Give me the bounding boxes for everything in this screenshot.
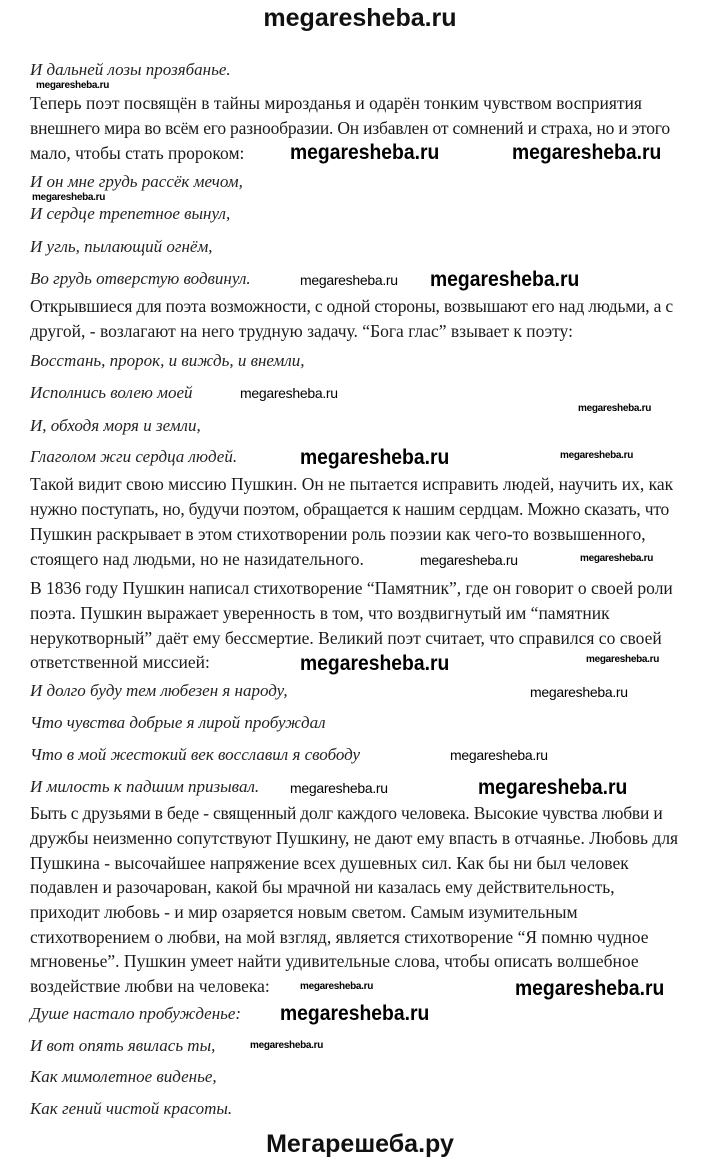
watermark: megaresheba.ru	[300, 446, 450, 469]
watermark: megaresheba.ru	[515, 977, 665, 1000]
verse-line: Глаголом жги сердца людей.	[30, 447, 238, 466]
watermark: megaresheba.ru	[450, 747, 548, 763]
text-line: другой, - возлагают на него трудную задачу. “Бога глас” взывает к поэту:	[30, 321, 573, 341]
watermark: megaresheba.ru	[560, 450, 634, 461]
text-line: Пушкина - высочайшее напряжение всех душевных сил. Как бы ни был человек	[30, 853, 629, 873]
text-line: мгновенье”. Пушкин умеет найти удивительные слова, чтобы описать волшебное	[30, 951, 639, 971]
watermark: megaresheba.ru	[280, 1002, 430, 1025]
verse-line: Как мимолетное виденье,	[30, 1067, 217, 1086]
text-line: В 1836 году Пушкин написал стихотворение “Памятник”, где он говорит о своей роли	[30, 578, 673, 598]
watermark: megaresheba.ru	[250, 1040, 324, 1051]
watermark: megaresheba.ru	[290, 141, 440, 164]
text-line: Открывшиеся для поэта возможности, с одной стороны, возвышают его над людьми, а с	[30, 296, 673, 316]
verse-line: Исполнись волею моей	[30, 383, 193, 402]
watermark: megaresheba.ru	[32, 192, 106, 203]
site-footer: Мегарешеба.ру	[266, 1130, 454, 1158]
watermark: megaresheba.ru	[36, 80, 110, 91]
text-line: внешнего мира во всём его разнообразии. Он избавлен от сомнений и страха, но и этого	[30, 118, 670, 138]
watermark: megaresheba.ru	[300, 272, 398, 288]
watermark: megaresheba.ru	[430, 268, 580, 291]
verse-line: И долго буду тем любезен я народу,	[30, 681, 288, 700]
site-header: megaresheba.ru	[263, 4, 457, 32]
verse-line: И милость к падшим призывал.	[30, 777, 260, 796]
text-line: воздействие любви на человека:	[30, 976, 270, 996]
text-line: стихотворением о любви, на мой взгляд, является стихотворение “Я помню чудное	[30, 927, 649, 947]
watermark: megaresheba.ru	[300, 652, 450, 675]
verse-line: Во грудь отверстую водвинул.	[30, 269, 251, 288]
watermark: megaresheba.ru	[240, 385, 338, 401]
watermark: megaresheba.ru	[478, 776, 628, 799]
verse-line: Как гений чистой красоты.	[30, 1099, 233, 1118]
text-line: ответственной миссией:	[30, 652, 210, 672]
text-line: подавлен и разочарован, какой бы мрачной ни казалась ему действительность,	[30, 877, 615, 897]
verse-line: И угль, пылающий огнём,	[30, 237, 213, 256]
verse-line: И дальней лозы прозябанье.	[30, 60, 231, 79]
watermark: megaresheba.ru	[578, 403, 652, 414]
verse-line: Душе настало пробужденье:	[30, 1004, 242, 1023]
text-line: нужно поступать, но, будучи поэтом, обращается к нашим сердцам. Можно сказать, что	[30, 499, 670, 519]
watermark: megaresheba.ru	[290, 780, 388, 796]
text-line: дружбы неизменно сопутствуют Пушкину, не дают ему впасть в отчаянье. Любовь для	[30, 828, 679, 848]
watermark: megaresheba.ru	[420, 552, 518, 568]
verse-line: И вот опять явилась ты,	[30, 1036, 216, 1055]
text-line: Теперь поэт посвящён в тайны мирозданья и одарён тонким чувством восприятия	[30, 93, 642, 113]
text-line: Быть с друзьями в беде - священный долг каждого человека. Высокие чувства любви и	[30, 803, 663, 823]
verse-line: И он мне грудь рассёк мечом,	[30, 172, 243, 191]
text-line: Такой видит свою миссию Пушкин. Он не пытается исправить людей, научить их, как	[30, 474, 674, 494]
text-line: поэта. Пушкин выражает уверенность в том, что воздвигнутый им “памятник	[30, 603, 610, 623]
watermark: megaresheba.ru	[580, 553, 654, 564]
verse-line: Восстань, пророк, и виждь, и внемли,	[30, 351, 305, 370]
watermark: megaresheba.ru	[300, 981, 374, 992]
text-line: стоящего над людьми, но не назидательного.	[30, 549, 364, 569]
verse-line: И, обходя моря и земли,	[30, 416, 201, 435]
watermark: megaresheba.ru	[530, 684, 628, 700]
text-line: Пушкин раскрывает в этом стихотворении роль поэзии как чего-то возвышенного,	[30, 524, 646, 544]
watermark: megaresheba.ru	[512, 141, 662, 164]
text-line: нерукотворный” даёт ему бессмертие. Великий поэт считает, что справился со своей	[30, 628, 662, 648]
text-line: мало, чтобы стать пророком:	[30, 143, 245, 163]
watermark: megaresheba.ru	[586, 654, 660, 665]
verse-line: И сердце трепетное вынул,	[30, 204, 231, 223]
verse-line: Что чувства добрые я лирой пробуждал	[30, 713, 326, 732]
verse-line: Что в мой жестокий век восславил я свободу	[30, 745, 361, 764]
text-line: приходит любовь - и мир озаряется новым светом. Самым изумительным	[30, 902, 578, 922]
